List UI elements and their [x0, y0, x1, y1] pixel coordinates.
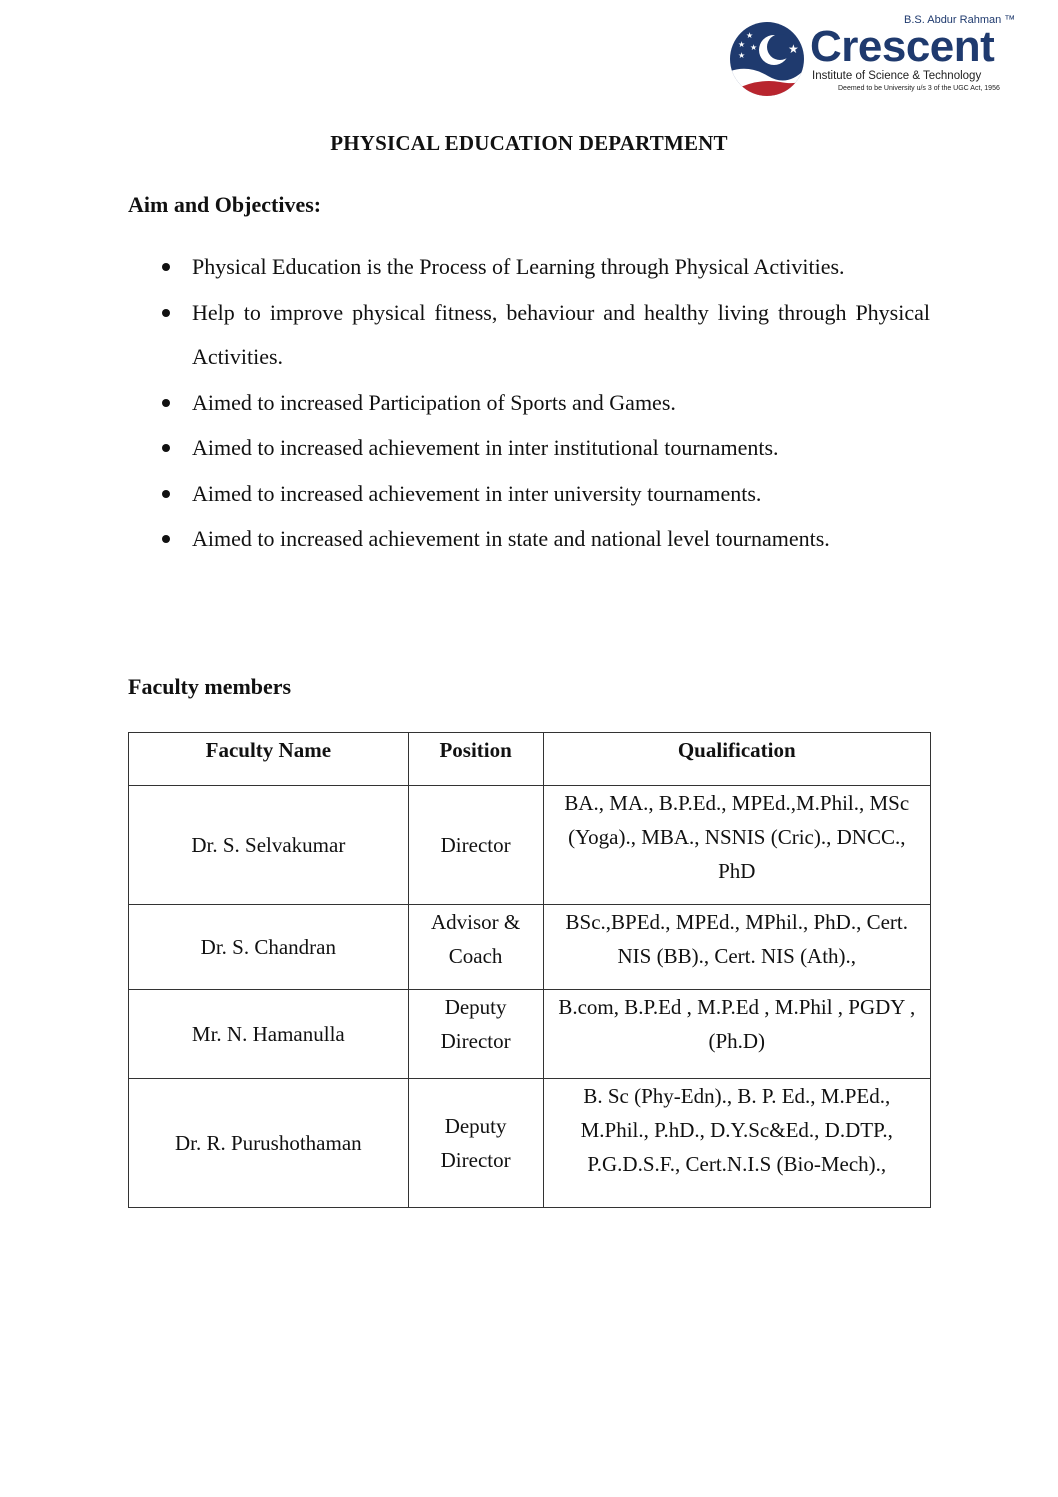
svg-text:★: ★ — [746, 31, 754, 40]
bullet-icon — [162, 263, 170, 271]
position-cell: Deputy Director — [408, 1079, 543, 1208]
table-row — [129, 786, 931, 905]
svg-text:★: ★ — [750, 43, 758, 52]
faculty-name-cell: Dr. S. Selvakumar — [129, 786, 409, 905]
bullet-icon — [162, 535, 170, 543]
position-cell: Director — [408, 786, 543, 905]
page-title: PHYSICAL EDUCATION DEPARTMENT — [330, 131, 728, 155]
objective-text: Physical Education is the Process of Learning through Physical Activities. — [192, 254, 845, 279]
faculty-table — [128, 732, 931, 1208]
objective-text: Help to improve physical fitness, behaviour and healthy living through Physical Activities. — [192, 299, 930, 369]
objective-text: Aimed to increased achievement in state and national level tournaments. — [192, 526, 830, 551]
column-header-position: Position — [408, 733, 543, 786]
position-cell: Deputy Director — [408, 990, 543, 1079]
table-row — [129, 1079, 931, 1208]
faculty-name-cell: Dr. S. Chandran — [129, 905, 409, 990]
column-header-qualification: Qualification — [543, 733, 930, 786]
list-item — [128, 291, 930, 380]
objective-text: Aimed to increased achievement in inter university tournaments. — [192, 480, 762, 506]
list-item — [128, 517, 930, 562]
column-header-name: Faculty Name — [129, 733, 409, 786]
svg-text:★: ★ — [738, 40, 746, 49]
logo-subtitle: Institute of Science & Technology — [812, 70, 982, 82]
bullet-icon — [162, 444, 170, 452]
list-item — [128, 245, 930, 290]
list-item — [128, 472, 930, 517]
qualification-cell: BA., MA., B.P.Ed., MPEd.,M.Phil., MSc (Yoga)., MBA., NSNIS (Cric)., DNCC., PhD — [543, 786, 930, 905]
logo-founder-text: B.S. Abdur Rahman ™ — [904, 14, 1016, 26]
objective-text: Aimed to increased Participation of Sports and Games. — [192, 389, 676, 415]
faculty-heading: Faculty members — [128, 674, 292, 699]
aims-heading: Aim and Objectives: — [128, 192, 322, 217]
bullet-icon — [162, 490, 170, 498]
logo-deemed-text: Deemed to be University u/s 3 of the UGC Act, 1956 — [838, 85, 1000, 92]
qualification-cell: B.com, B.P.Ed , M.P.Ed , M.Phil , PGDY , (Ph.D) — [543, 990, 930, 1079]
crescent-emblem-icon — [728, 20, 806, 98]
objectives-list — [128, 245, 930, 563]
institution-logo — [728, 14, 1028, 98]
faculty-name-cell: Dr. R. Purushothaman — [129, 1079, 409, 1208]
position-cell: Advisor & Coach — [408, 905, 543, 990]
objective-text: Aimed to increased achievement in inter institutional tournaments. — [192, 435, 779, 460]
logo-brand-name: Crescent — [810, 22, 995, 71]
list-item — [128, 426, 930, 471]
svg-text:★: ★ — [788, 42, 799, 56]
qualification-cell: BSc.,BPEd., MPEd., MPhil., PhD., Cert. NIS (BB)., Cert. NIS (Ath)., — [543, 905, 930, 990]
qualification-cell: B. Sc (Phy-Edn)., B. P. Ed., M.PEd., M.Phil., P.hD., D.Y.Sc&Ed., D.DTP., P.G.D.S.F., Cert.N.I.S (Bio-Mech)., — [543, 1079, 930, 1208]
svg-text:★: ★ — [738, 51, 746, 60]
table-header-row — [129, 733, 931, 786]
table-row — [129, 905, 931, 990]
bullet-icon — [162, 399, 170, 407]
bullet-icon — [162, 309, 170, 317]
list-item — [128, 381, 930, 426]
faculty-name-cell: Mr. N. Hamanulla — [129, 990, 409, 1079]
table-row — [129, 990, 931, 1079]
